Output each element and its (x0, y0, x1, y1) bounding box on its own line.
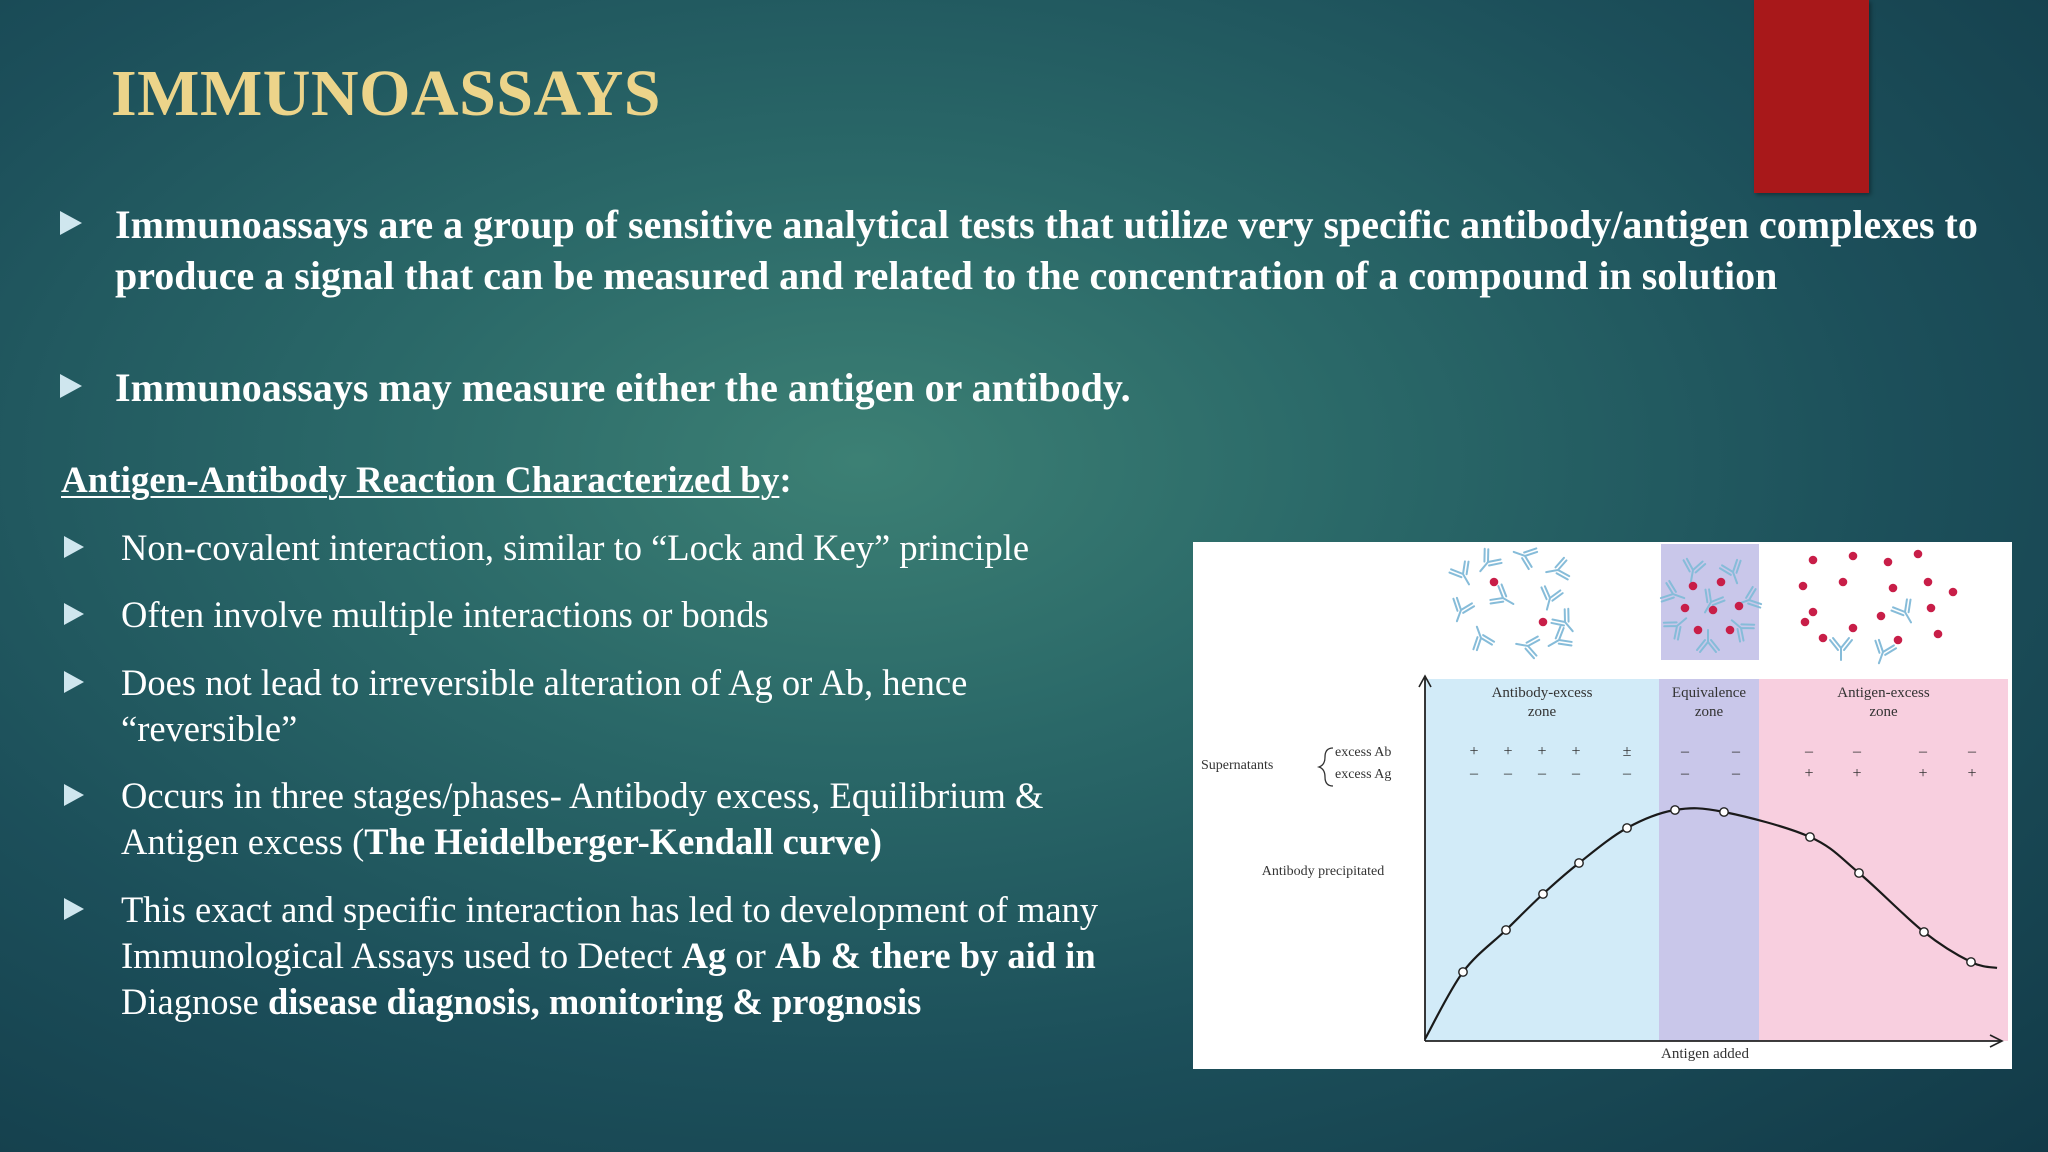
antigen-icon (1809, 556, 1818, 565)
curve-data-point (1459, 968, 1467, 976)
zone-title: Equivalence (1671, 685, 1747, 701)
x-axis-label: Antigen added (1661, 1046, 1749, 1062)
antibody-icon (1467, 623, 1495, 651)
antigen-icon (1539, 618, 1548, 627)
excess-ag-sign: + (1804, 765, 1814, 782)
excess-ag-sign: + (1852, 765, 1862, 782)
heidelberger-kendall-figure (1193, 542, 2012, 1069)
antigen-icon (1849, 552, 1858, 561)
ab-term: Ab & there by aid in (774, 935, 1096, 976)
antigen-icon (1884, 558, 1893, 567)
antigen-icon (1819, 634, 1828, 643)
excess-ag-sign: – (1732, 765, 1740, 782)
curve-data-point (1720, 808, 1728, 816)
zone-title: zone (1869, 704, 1898, 720)
or-word: or (726, 935, 775, 976)
excess-ab-sign: + (1469, 743, 1479, 760)
intro-bullet-1 (60, 199, 1990, 301)
reaction-bullet-1 (64, 525, 1144, 571)
brace-icon (1319, 748, 1333, 786)
antibody-icon (1830, 638, 1852, 660)
antigen-icon (1934, 630, 1943, 639)
excess-ab-sign: + (1503, 743, 1513, 760)
zone-band (1659, 679, 1759, 1041)
antibody-icon (1869, 639, 1897, 667)
antigen-icon (1949, 588, 1958, 597)
heidelberger-kendall-curve-label: The Heidelberger-Kendall curve) (364, 821, 882, 862)
excess-ab-sign: – (1919, 743, 1927, 760)
antigen-icon (1809, 608, 1818, 617)
curve-data-point (1671, 806, 1679, 814)
antigen-icon (1894, 636, 1903, 645)
curve-data-point (1855, 869, 1863, 877)
curve-data-point (1623, 824, 1631, 832)
triangle-bullet-icon (60, 374, 82, 398)
excess-ag-label: excess Ag (1335, 767, 1392, 782)
antigen-icon (1694, 626, 1703, 635)
ag-term: Ag (681, 935, 727, 976)
diagnosis-phrase: disease diagnosis, monitoring & prognosis (267, 981, 922, 1022)
bullet-4-text: Occurs in three stages/phases- Antibody excess, Equilibrium & Antigen excess ( (121, 775, 1044, 862)
excess-ag-sign: – (1572, 765, 1580, 782)
triangle-bullet-icon (60, 211, 82, 235)
antigen-icon (1799, 582, 1808, 591)
curve-data-point (1920, 928, 1928, 936)
antibody-icon (1510, 542, 1538, 570)
excess-ag-sign: – (1681, 765, 1689, 782)
excess-ab-sign: – (1968, 743, 1976, 760)
diagnose-word: Diagnose (121, 981, 268, 1022)
triangle-bullet-icon (64, 784, 84, 806)
curve-data-point (1967, 958, 1975, 966)
antigen-icon (1914, 550, 1923, 559)
zone-title: zone (1527, 704, 1557, 720)
zone-title: Antigen-excess (1837, 685, 1930, 701)
antigen-icon (1735, 602, 1744, 611)
excess-ab-sign: + (1571, 743, 1581, 760)
antigen-icon (1717, 578, 1726, 587)
excess-ag-sign: – (1470, 765, 1478, 782)
antigen-icon (1490, 578, 1499, 587)
excess-ab-sign: – (1853, 743, 1861, 760)
excess-ag-sign: + (1918, 765, 1928, 782)
curve-data-point (1539, 890, 1547, 898)
antigen-icon (1839, 578, 1848, 587)
y-axis-label: Antibody precipitated (1261, 864, 1385, 879)
subheading-colon: : (779, 460, 792, 501)
zone-title: Antibody-excess (1491, 685, 1593, 701)
reaction-bullet-text: Does not lead to irreversible alteration of Ag or Ab, hence “reversible” (121, 662, 968, 749)
antigen-icon (1709, 606, 1718, 615)
antigen-icon (1681, 604, 1690, 613)
section-subheading (61, 458, 792, 504)
intro-bullet-text: Immunoassays may measure either the antigen or antibody. (115, 365, 1131, 410)
excess-ab-label: excess Ab (1335, 745, 1392, 760)
excess-ab-sign: – (1805, 743, 1813, 760)
excess-ab-sign: + (1537, 743, 1547, 760)
antibody-icon (1489, 583, 1519, 613)
antigen-icon (1801, 618, 1810, 627)
zone-band (1425, 679, 1659, 1041)
excess-ab-sign: – (1681, 743, 1689, 760)
reaction-bullet-3 (64, 660, 1064, 752)
antigen-icon (1689, 582, 1698, 591)
reaction-bullet-text (121, 773, 1144, 865)
antibody-icon (1543, 625, 1573, 655)
zone-band (1759, 679, 2008, 1041)
antigen-icon (1924, 578, 1933, 587)
zone-title: zone (1694, 704, 1724, 720)
reaction-bullet-text: Non-covalent interaction, similar to “Lock and Key” principle (121, 527, 1030, 568)
curve-data-point (1575, 859, 1583, 867)
antigen-icon (1726, 626, 1735, 635)
triangle-bullet-icon (64, 536, 84, 558)
curve-data-point (1806, 833, 1814, 841)
excess-ag-sign: + (1967, 765, 1977, 782)
antigen-icon (1927, 604, 1936, 613)
reaction-bullet-2 (64, 592, 1144, 638)
precipitin-curve-diagram (1193, 542, 2012, 1069)
antibody-icon (1544, 557, 1569, 582)
excess-ab-sign: – (1732, 743, 1740, 760)
reaction-bullet-text (121, 887, 1154, 1025)
antigen-icon (1849, 624, 1858, 633)
curve-data-point (1502, 926, 1510, 934)
reaction-bullet-5 (64, 887, 1154, 1025)
antigen-icon (1877, 612, 1886, 621)
antibody-icon (1514, 633, 1539, 658)
intro-bullet-2 (60, 362, 1990, 413)
excess-ag-sign: – (1538, 765, 1546, 782)
intro-bullet-text: Immunoassays are a group of sensitive analytical tests that utilize very specific antibody/antigen complexes to produce a signal that can be measured and related to the concentration of a compound in solution (115, 202, 1978, 298)
excess-ag-sign: – (1504, 765, 1512, 782)
slide-title: IMMUNOASSAYS (111, 57, 661, 130)
antibody-icon (1448, 560, 1478, 590)
triangle-bullet-icon (64, 603, 84, 625)
reaction-bullet-4 (64, 773, 1144, 865)
bullet-5-text: This exact and specific interaction has led to development of many Immunological Assays used to Detect (121, 889, 1099, 976)
antibody-icon (1890, 598, 1920, 628)
antibody-icon (1550, 607, 1581, 638)
antibody-icon (1536, 585, 1563, 612)
excess-ag-sign: – (1623, 765, 1631, 782)
antibody-icon (1472, 547, 1503, 578)
antibody-icon (1447, 597, 1475, 625)
red-accent-tab (1754, 0, 1869, 193)
excess-ab-sign: ± (1622, 743, 1632, 760)
supernatants-label: Supernatants (1201, 758, 1274, 773)
subheading-text: Antigen-Antibody Reaction Characterized by (61, 460, 780, 501)
triangle-bullet-icon (64, 671, 84, 693)
triangle-bullet-icon (64, 898, 84, 920)
reaction-bullet-text: Often involve multiple interactions or bonds (121, 594, 769, 635)
antigen-icon (1889, 584, 1898, 593)
